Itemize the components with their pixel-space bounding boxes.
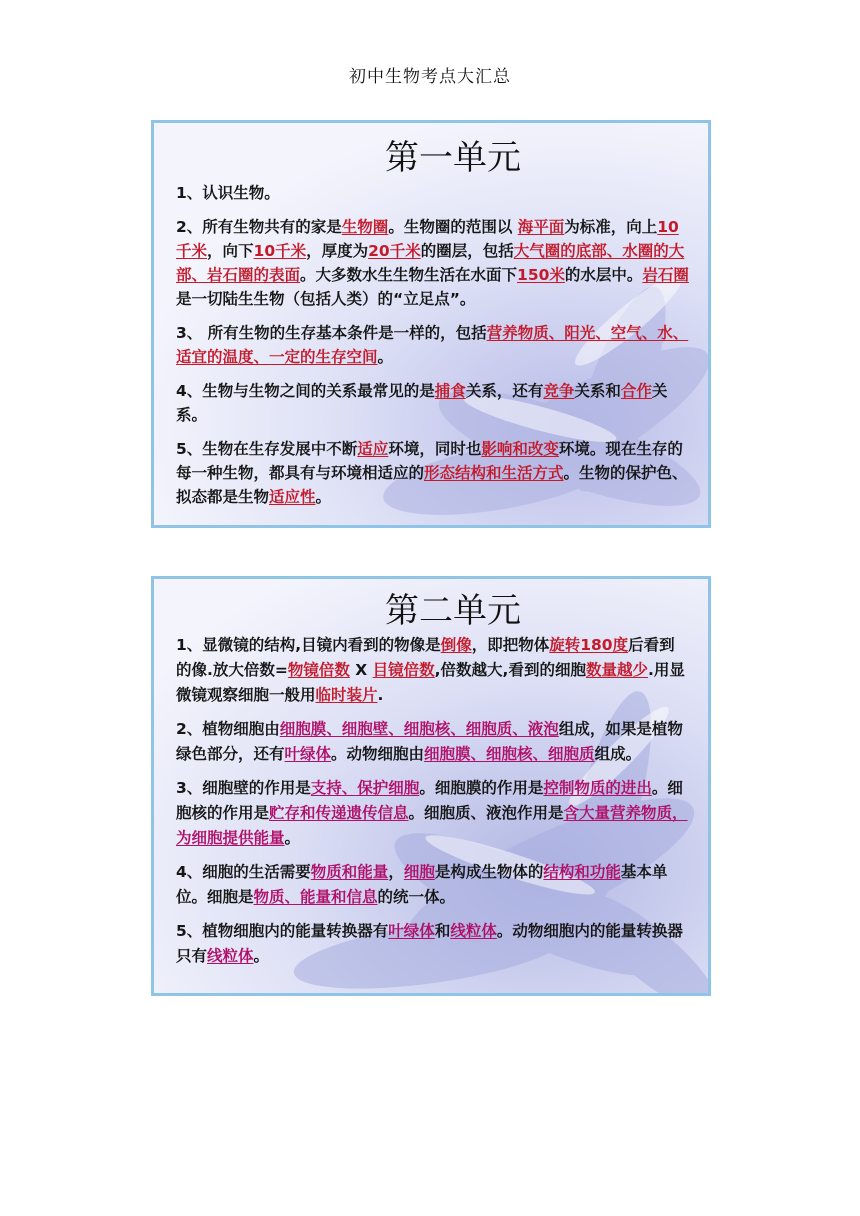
unit-2-point-2: 2、植物细胞由细胞膜、细胞壁、细胞核、细胞质、液泡组成，如果是植物绿色部分，还有叶绿体。动物细胞由细胞膜、细胞核、细胞质组成。 [176,720,683,763]
unit-2-point-4: 4、细胞的生活需要物质和能量，细胞是构成生物体的结构和功能基本单位。细胞是物质、能量和信息的统一体。 [176,863,668,906]
unit-1-point-1: 1、认识生物。 [176,184,280,202]
unit-1-point-2: 2、所有生物共有的家是生物圈。生物圈的范围以 海平面为标准，向上10千米，向下10千米，厚度为20千米的圈层，包括大气圈的底部、水圈的大部、岩石圈的表面。大多数水生生物生活在水面下150米的水层中。岩石圈是一切陆生生物（包括人类）的“立足点”。 [176,218,689,308]
document-title: 初中生物考点大汇总 [349,67,511,87]
unit-1-card [151,120,711,528]
unit-2-title: 第二单元 [385,591,521,631]
unit-2-card [151,576,711,996]
unit-1-title: 第一单元 [385,138,521,178]
unit-1-point-5: 5、生物在生存发展中不断适应环境，同时也影响和改变环境。现在生存的每一种生物，都具有与环境相适应的形态结构和生活方式。生物的保护色、拟态都是生物适应性。 [176,440,688,506]
unit-2-point-3: 3、细胞壁的作用是支持、保护细胞。细胞膜的作用是控制物质的进出。细胞核的作用是贮存和传递遗传信息。细胞质、液泡作用是含大量营养物质，为细胞提供能量。 [176,779,688,847]
unit-1-point-3: 3、 所有生物的生存基本条件是一样的，包括营养物质、阳光、空气、水、适宜的温度、一定的生存空间。 [176,324,689,366]
unit-1-point-4: 4、生物与生物之间的关系最常见的是捕食关系，还有竞争关系和合作关系。 [176,382,668,424]
unit-2-point-5: 5、植物细胞内的能量转换器有叶绿体和线粒体。动物细胞内的能量转换器只有线粒体。 [176,922,683,965]
unit-2-point-1: 1、显微镜的结构,目镜内看到的物像是倒像，即把物体旋转180度后看到的像.放大倍数=物镜倍数 X 目镜倍数,倍数越大,看到的细胞数量越少.用显微镜观察细胞一般用临时装片. [176,636,685,704]
